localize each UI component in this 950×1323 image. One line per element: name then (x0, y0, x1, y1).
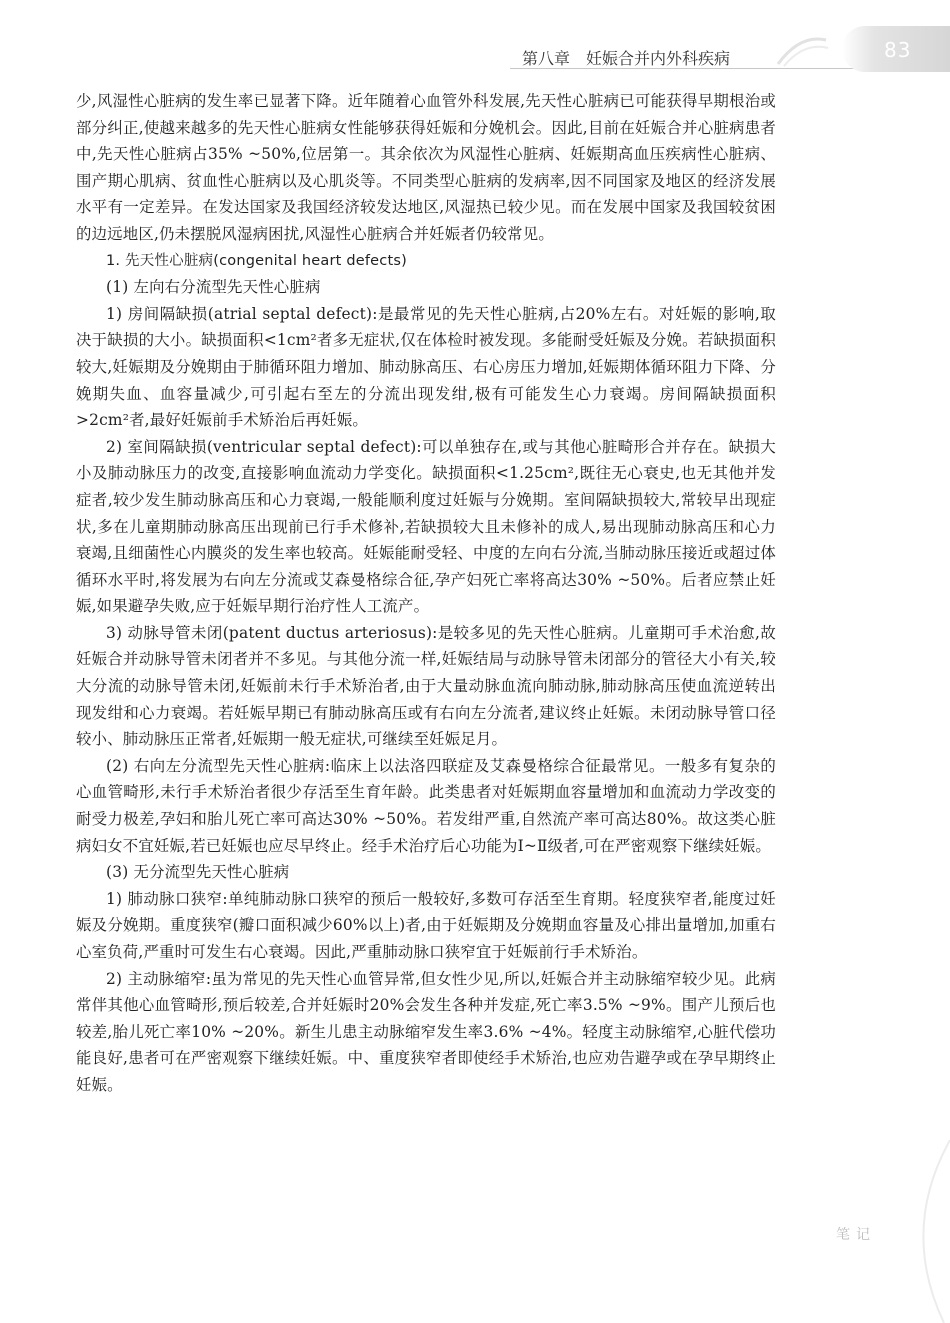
page-header (0, 0, 950, 70)
subsection-heading-left-right-shunt: (1) 左向右分流型先天性心脏病 (106, 278, 321, 297)
margin-note-label: 笔记 (836, 1227, 876, 1243)
page-number: 83 (884, 38, 912, 62)
section-heading-congenital: 1. 先天性心脏病(congenital heart defects) (106, 252, 407, 269)
chapter-title: 妊娠合并内外科疾病 (586, 49, 731, 68)
paragraph-right-left-shunt: (2) 右向左分流型先天性心脏病:临床上以法洛四联症及艾森曼格综合征最常见。一般多有复杂的心血管畸形,未行手术矫治者很少存活至生育年龄。此类患者对妊娠期血容量增加和血流动力学改变的耐受力极差,孕妇和胎儿死亡率可高达30% ~50%。若发绀严重,自然流产率可高达80%。故这类心脏病妇女不宜妊娠,若已妊娠也应尽早终止。经手术治疗后心功能为Ⅰ~Ⅱ级者,可在严密观察下继续妊娠。 (76, 756, 776, 855)
margin-curve-decoration (880, 1140, 950, 1323)
paragraph-aortic-coarctation: 2) 主动脉缩窄:虽为常见的先天性心血管异常,但女性少见,所以,妊娠合并主动脉缩窄较少见。此病常伴其他心血管畸形,预后较差,合并妊娠时20%会发生各种并发症,死亡率3.5% ~9%。围产儿预后也较差,胎儿死亡率10% ~20%。新生儿患主动脉缩窄发生率3.6% ~4%。轻度主动脉缩窄,心脏代偿功能良好,患者可在严密观察下继续妊娠。中、重度狭窄者即使经手术矫治,也应劝告避孕或在孕早期终止妊娠。 (76, 969, 776, 1094)
paragraph-pulmonary-stenosis: 1) 肺动脉口狭窄:单纯肺动脉口狭窄的预后一般较好,多数可存活至生育期。轻度狭窄者,能度过妊娠及分娩期。重度狭窄(瓣口面积减少60%以上)者,由于妊娠期及分娩期血容量及心排出量增加,加重右心室负荷,严重时可发生右心衰竭。因此,严重肺动脉口狭窄宜于妊娠前行手术矫治。 (76, 889, 776, 961)
paragraph-atrial-septal-defect: 1) 房间隔缺损(atrial septal defect):是最常见的先天性心脏病,占20%左右。对妊娠的影响,取决于缺损的大小。缺损面积<1cm²者多无症状,仅在体检时被发现。多能耐受妊娠及分娩。若缺损面积较大,妊娠期及分娩期由于肺循环阻力增加、肺动脉高压、右心房压力增加,妊娠期体循环阻力下降、分娩期失血、血容量减少,可引起右至左的分流出现发绀,极有可能发生心力衰竭。房间隔缺损面积>2cm²者,最好妊娠前手术矫治后再妊娠。 (76, 304, 776, 430)
paragraph-intro-continued: 少,风湿性心脏病的发生率已显著下降。近年随着心血管外科发展,先天性心脏病已可能获得早期根治或部分纠正,使越来越多的先天性心脏病女性能够获得妊娠和分娩机会。因此,目前在妊娠合并心脏病患者中,先天性心脏病占35% ~50%,位居第一。其余依次为风湿性心脏病、妊娠期高血压疾病性心脏病、围产期心肌病、贫血性心脏病以及心肌炎等。不同类型心脏病的发病率,因不同国家及地区的经济发展水平有一定差异。在发达国家及我国经济较发达地区,风湿热已较少见。而在发展中国家及我国较贫困的边远地区,仍未摆脱风湿病困扰,风湿性心脏病合并妊娠者仍较常见。 (76, 92, 776, 243)
running-header (522, 46, 730, 69)
paragraph-patent-ductus: 3) 动脉导管未闭(patent ductus arteriosus):是较多见的先天性心脏病。儿童期可手术治愈,故妊娠合并动脉导管未闭者并不多见。与其他分流一样,妊娠结局与动脉导管未闭部分的管径大小有关,较大分流的动脉导管未闭,妊娠前未行手术矫治者,由于大量动脉血流向肺动脉,肺动脉高压使血流逆转出现发绀和心力衰竭。若妊娠早期已有肺动脉高压或有右向左分流者,建议终止妊娠。未闭动脉导管口径较小、肺动脉压正常者,妊娠期一般无症状,可继续至妊娠足月。 (76, 623, 776, 749)
swoosh-decoration-icon (770, 30, 830, 70)
paragraph-ventricular-septal-defect: 2) 室间隔缺损(ventricular septal defect):可以单独存在,或与其他心脏畸形合并存在。缺损大小及肺动脉压力的改变,直接影响血流动力学变化。缺损面积<1.25cm²,既往无心衰史,也无其他并发症者,较少发生肺动脉高压和心力衰竭,一般能顺利度过妊娠与分娩期。室间隔缺损较大,常较早出现症状,多在儿童期肺动脉高压出现前已行手术修补,若缺损较大且未修补的成人,易出现肺动脉高压和心力衰竭,且细菌性心内膜炎的发生率也较高。妊娠能耐受轻、中度的左向右分流,当肺动脉压接近或超过体循环水平时,将发展为右向左分流或艾森曼格综合征,孕产妇死亡率将高达30% ~50%。后者应禁止妊娠,如果避孕失败,应于妊娠早期行治疗性人工流产。 (76, 437, 776, 616)
subsection-heading-no-shunt: (3) 无分流型先天性心脏病 (106, 863, 290, 882)
page-body (76, 88, 776, 1099)
chapter-label: 第八章 (522, 49, 571, 68)
